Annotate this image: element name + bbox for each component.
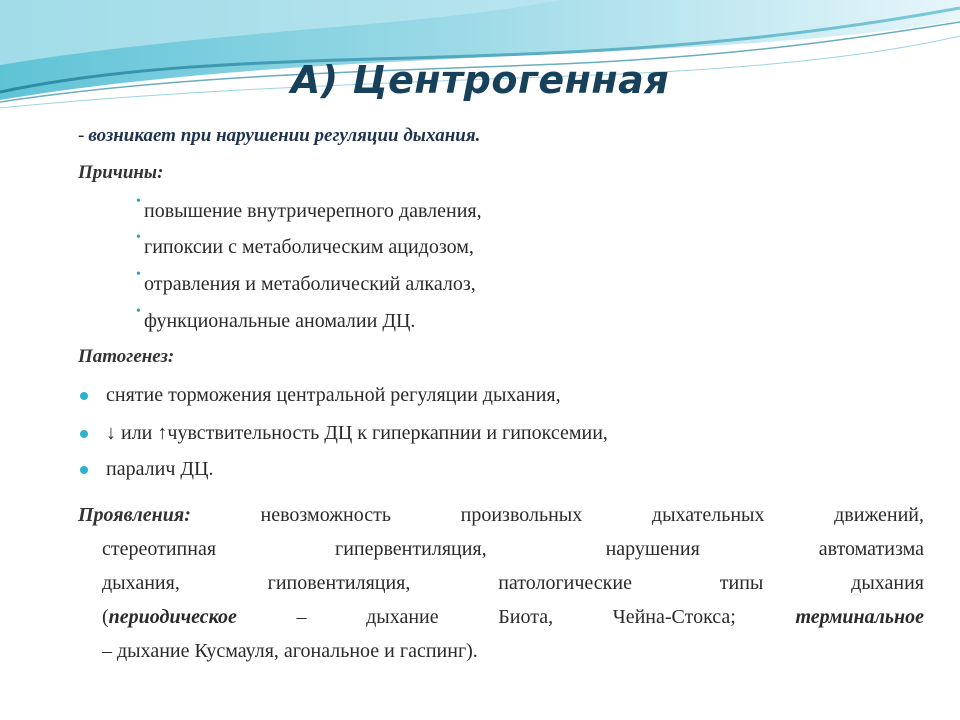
bullet-icon bbox=[80, 466, 88, 474]
subtitle bbox=[78, 125, 480, 147]
bullet-icon: • bbox=[136, 304, 141, 319]
bullet-icon: • bbox=[136, 267, 141, 282]
cause-item: • отравления и метаболический алкалоз, bbox=[136, 267, 476, 295]
cause-item: • повышение внутричерепного давления, bbox=[136, 194, 482, 222]
manifestations-line: (периодическое – дыхание Биота, Чейна-Стокса; терминальное bbox=[102, 606, 925, 628]
manifestations-line: – дыхание Кусмауля, агональное и гаспинг). bbox=[102, 640, 478, 662]
manifestations-paragraph bbox=[78, 498, 924, 668]
term-terminal: терминальное bbox=[795, 606, 925, 628]
bullet-icon bbox=[80, 430, 88, 438]
manifestations-line: стереотипная гипервентиляция, нарушения автоматизма bbox=[102, 538, 924, 560]
bullet-icon: • bbox=[136, 194, 141, 209]
term-periodic: периодическое bbox=[108, 606, 237, 628]
manifestations-heading: Проявления: bbox=[78, 504, 191, 526]
pathogenesis-item: снятие торможения центральной регуляции дыхания, bbox=[106, 384, 561, 407]
cause-item: • гипоксии с метаболическим ацидозом, bbox=[136, 230, 474, 258]
pathogenesis-heading: Патогенез: bbox=[78, 346, 175, 367]
slide-title: А) Центрогенная bbox=[290, 58, 670, 102]
pathogenesis-item: паралич ДЦ. bbox=[106, 458, 213, 481]
manifestations-line: дыхания, гиповентиляция, патологические типы дыхания bbox=[102, 572, 924, 594]
cause-item: • функциональные аномалии ДЦ. bbox=[136, 304, 416, 332]
bullet-icon: • bbox=[136, 230, 141, 245]
subtitle-dash: - bbox=[78, 125, 85, 146]
causes-heading: Причины: bbox=[78, 162, 164, 183]
bullet-icon bbox=[80, 392, 88, 400]
pathogenesis-item: ↓ или ↑чувствительность ДЦ к гиперкапнии и гипоксемии, bbox=[106, 422, 608, 445]
manifestations-line: Проявления: невозможность произвольных дыхательных движений, bbox=[78, 504, 924, 526]
subtitle-text: возникает при нарушении регуляции дыхания. bbox=[88, 125, 481, 146]
